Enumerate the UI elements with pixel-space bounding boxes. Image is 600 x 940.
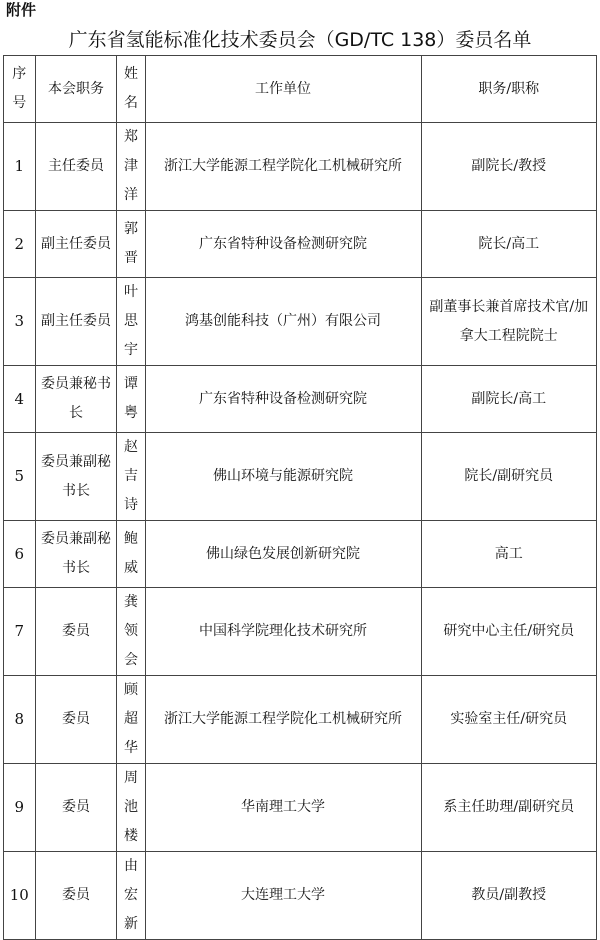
- table-row: [4, 123, 597, 211]
- cell-number: 7: [4, 588, 36, 676]
- cell-committee-role: 委员: [35, 676, 117, 764]
- cell-committee-role: 委员: [35, 588, 117, 676]
- table-row: [4, 278, 597, 366]
- cell-name: 郭晋: [117, 211, 145, 278]
- cell-name: 由宏新: [117, 852, 145, 940]
- cell-work-unit: 佛山绿色发展创新研究院: [145, 521, 421, 588]
- cell-work-unit: 中国科学院理化技术研究所: [145, 588, 421, 676]
- cell-committee-role: 副主任委员: [35, 278, 117, 366]
- cell-number: 6: [4, 521, 36, 588]
- table-row: [4, 588, 597, 676]
- cell-work-unit: 浙江大学能源工程学院化工机械研究所: [145, 123, 421, 211]
- cell-committee-role: 主任委员: [35, 123, 117, 211]
- cell-position-title: 实验室主任/研究员: [421, 676, 596, 764]
- cell-name: 鲍威: [117, 521, 145, 588]
- cell-number: 3: [4, 278, 36, 366]
- table-header-row: [4, 56, 597, 123]
- table-row: [4, 211, 597, 278]
- cell-work-unit: 浙江大学能源工程学院化工机械研究所: [145, 676, 421, 764]
- cell-position-title: 院长/高工: [421, 211, 596, 278]
- cell-number: 10: [4, 852, 36, 940]
- header-number: 序号: [4, 56, 36, 123]
- cell-position-title: 副院长/高工: [421, 366, 596, 433]
- cell-position-title: 副院长/教授: [421, 123, 596, 211]
- cell-number: 5: [4, 433, 36, 521]
- cell-work-unit: 大连理工大学: [145, 852, 421, 940]
- cell-position-title: 教员/副教授: [421, 852, 596, 940]
- cell-name: 谭粤: [117, 366, 145, 433]
- cell-position-title: 研究中心主任/研究员: [421, 588, 596, 676]
- cell-work-unit: 佛山环境与能源研究院: [145, 433, 421, 521]
- header-position-title: 职务/职称: [421, 56, 596, 123]
- cell-name: 周池楼: [117, 764, 145, 852]
- cell-number: 1: [4, 123, 36, 211]
- cell-work-unit: 华南理工大学: [145, 764, 421, 852]
- header-work-unit: 工作单位: [145, 56, 421, 123]
- header-committee-role: 本会职务: [35, 56, 117, 123]
- document-title: 广东省氢能标准化技术委员会（GD/TC 138）委员名单: [68, 29, 532, 51]
- table-row: [4, 366, 597, 433]
- cell-number: 9: [4, 764, 36, 852]
- table-row: [4, 676, 597, 764]
- cell-work-unit: 广东省特种设备检测研究院: [145, 366, 421, 433]
- cell-position-title: 院长/副研究员: [421, 433, 596, 521]
- cell-number: 2: [4, 211, 36, 278]
- table-row: [4, 852, 597, 940]
- cell-work-unit: 广东省特种设备检测研究院: [145, 211, 421, 278]
- cell-position-title: 系主任助理/副研究员: [421, 764, 596, 852]
- cell-number: 8: [4, 676, 36, 764]
- cell-name: 龚领会: [117, 588, 145, 676]
- table-row: [4, 521, 597, 588]
- cell-number: 4: [4, 366, 36, 433]
- header-name: 姓名: [117, 56, 145, 123]
- cell-committee-role: 副主任委员: [35, 211, 117, 278]
- cell-committee-role: 委员: [35, 764, 117, 852]
- cell-work-unit: 鸿基创能科技（广州）有限公司: [145, 278, 421, 366]
- cell-committee-role: 委员兼副秘书长: [35, 433, 117, 521]
- cell-name: 赵吉诗: [117, 433, 145, 521]
- table-row: [4, 433, 597, 521]
- cell-position-title: 高工: [421, 521, 596, 588]
- cell-position-title: 副董事长兼首席技术官/加拿大工程院院士: [421, 278, 596, 366]
- table-row: [4, 764, 597, 852]
- cell-committee-role: 委员: [35, 852, 117, 940]
- cell-name: 郑津洋: [117, 123, 145, 211]
- attachment-label: 附件: [6, 1, 37, 19]
- committee-member-table: [3, 55, 597, 940]
- cell-name: 叶思宇: [117, 278, 145, 366]
- cell-name: 顾超华: [117, 676, 145, 764]
- cell-committee-role: 委员兼副秘书长: [35, 521, 117, 588]
- cell-committee-role: 委员兼秘书长: [35, 366, 117, 433]
